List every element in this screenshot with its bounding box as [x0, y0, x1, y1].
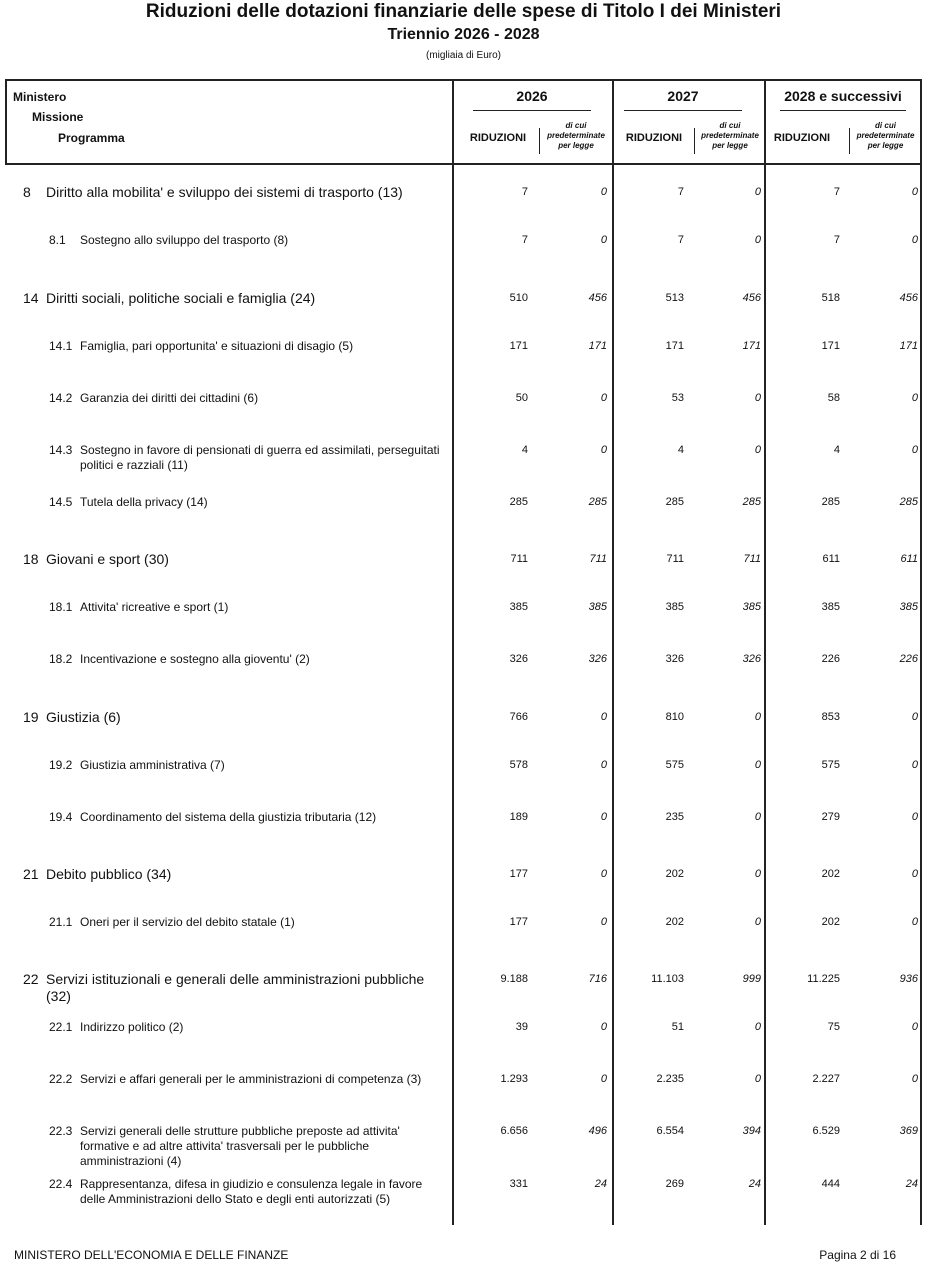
predeterminate-cell: 0 — [911, 234, 918, 246]
riduzioni-cell: 11.103 — [651, 973, 684, 985]
predeterminate-cell: 285 — [588, 496, 607, 508]
row-description: Giustizia (6) — [46, 709, 121, 725]
riduzioni-cell: 51 — [671, 1021, 684, 1033]
predeterminate-line: predeterminate — [701, 131, 759, 140]
predeterminate-cell: 711 — [743, 553, 761, 565]
programma-label — [49, 443, 449, 473]
riduzioni-cell: 575 — [665, 759, 684, 771]
table-row — [0, 1124, 927, 1168]
predeterminate-cell: 369 — [899, 1125, 918, 1137]
predeterminate-cell: 0 — [600, 868, 607, 880]
predeterminate-cell: 456 — [899, 292, 918, 304]
row-number: 21 — [23, 866, 39, 882]
riduzioni-cell: 7 — [833, 234, 840, 246]
row-description: Giustizia amministrativa (7) — [80, 758, 225, 772]
riduzioni-cell: 171 — [821, 340, 840, 352]
riduzioni-header-2026: RIDUZIONI — [469, 132, 527, 144]
predeterminate-cell: 0 — [911, 711, 918, 723]
predeterminate-line: di cui — [719, 121, 741, 130]
row-number: 14.2 — [49, 391, 73, 405]
row-description: Incentivazione e sostegno alla gioventu' (2) — [80, 652, 310, 666]
page-subtitle: Triennio 2026 - 2028 — [387, 26, 540, 43]
row-number: 21.1 — [49, 915, 73, 929]
row-number: 22.3 — [49, 1124, 73, 1138]
predeterminate-cell: 0 — [911, 811, 918, 823]
riduzioni-cell: 853 — [821, 711, 840, 723]
riduzioni-cell: 326 — [509, 653, 528, 665]
predeterminate-cell: 0 — [754, 444, 761, 456]
row-description: Coordinamento del sistema della giustizia tributaria (12) — [80, 810, 377, 824]
riduzioni-cell: 513 — [665, 292, 684, 304]
predeterminate-cell: 171 — [742, 340, 761, 352]
row-description: Servizi e affari generali per le amministrazioni di competenza (3) — [80, 1072, 422, 1086]
riduzioni-cell: 7 — [833, 186, 840, 198]
predeterminate-cell: 0 — [754, 392, 761, 404]
riduzioni-cell: 189 — [509, 811, 528, 823]
riduzioni-cell: 2.227 — [812, 1073, 840, 1085]
riduzioni-cell: 766 — [509, 711, 528, 723]
missione-label — [23, 971, 443, 1005]
subheader-separator-2027 — [694, 128, 695, 154]
riduzioni-cell: 53 — [671, 392, 684, 404]
row-description: Famiglia, pari opportunita' e situazioni di disagio (5) — [80, 339, 354, 353]
predeterminate-cell: 171 — [899, 340, 918, 352]
predeterminate-cell: 285 — [742, 496, 761, 508]
riduzioni-cell: 810 — [665, 711, 684, 723]
missione-label — [23, 709, 443, 726]
predeterminate-cell: 0 — [600, 234, 607, 246]
table-row — [0, 1177, 927, 1206]
row-description: Servizi generali delle strutture pubbliche preposte ad attivita' formative e ad altre attivita' trasversali per le pubbliche amministrazioni (4) — [80, 1124, 400, 1168]
riduzioni-cell: 39 — [515, 1021, 528, 1033]
predeterminate-cell: 24 — [905, 1178, 918, 1190]
table-row — [0, 600, 927, 614]
predeterminate-cell: 0 — [754, 186, 761, 198]
predeterminate-cell: 385 — [899, 601, 918, 613]
programma-label — [49, 1177, 449, 1207]
predeterminate-cell: 711 — [589, 553, 607, 565]
row-description: Sostegno allo sviluppo del trasporto (8) — [80, 233, 289, 247]
row-number: 14.5 — [49, 495, 73, 509]
predeterminate-cell: 0 — [911, 1021, 918, 1033]
riduzioni-cell: 385 — [665, 601, 684, 613]
predeterminate-cell: 0 — [754, 811, 761, 823]
year-2026-underline — [473, 110, 591, 111]
riduzioni-cell: 611 — [822, 553, 840, 565]
predeterminate-cell: 496 — [588, 1125, 607, 1137]
year-2028-header: 2028 e successivi — [784, 88, 902, 104]
predeterminate-cell: 285 — [899, 496, 918, 508]
row-description: Garanzia dei diritti dei cittadini (6) — [80, 391, 259, 405]
predeterminate-cell: 0 — [600, 759, 607, 771]
riduzioni-cell: 4 — [521, 444, 528, 456]
riduzioni-cell: 235 — [665, 811, 684, 823]
col-divider-2 — [612, 79, 614, 1225]
header-ministero: Ministero — [13, 90, 67, 104]
missione-label — [23, 184, 443, 201]
table-row — [0, 915, 927, 929]
riduzioni-cell: 575 — [821, 759, 840, 771]
riduzioni-cell: 202 — [665, 868, 684, 880]
predeterminate-cell: 0 — [911, 186, 918, 198]
table-row — [0, 866, 927, 882]
missione-label — [23, 866, 443, 883]
units-note: (migliaia di Euro) — [425, 50, 502, 61]
row-number: 22.4 — [49, 1177, 73, 1191]
row-description: Rappresentanza, difesa in giudizio e consulenza legale in favore delle Amministrazioni dello Stato e degli enti autorizzati (5) — [80, 1177, 423, 1206]
predeterminate-cell: 0 — [911, 392, 918, 404]
riduzioni-cell: 7 — [677, 186, 684, 198]
predeterminate-cell: 0 — [600, 186, 607, 198]
riduzioni-cell: 177 — [509, 868, 528, 880]
table-header-bottom-border — [5, 163, 922, 165]
riduzioni-cell: 285 — [821, 496, 840, 508]
riduzioni-header-2027: RIDUZIONI — [625, 132, 683, 144]
table-row — [0, 810, 927, 824]
programma-label — [49, 233, 449, 248]
predeterminate-cell: 0 — [600, 711, 607, 723]
predeterminate-cell: 0 — [754, 1021, 761, 1033]
row-description: Diritti sociali, politiche sociali e famiglia (24) — [46, 290, 316, 306]
row-number: 18.1 — [49, 600, 73, 614]
riduzioni-cell: 326 — [665, 653, 684, 665]
riduzioni-cell: 444 — [821, 1178, 840, 1190]
riduzioni-cell: 9.188 — [500, 973, 528, 985]
predeterminate-cell: 0 — [600, 1073, 607, 1085]
riduzioni-cell: 331 — [509, 1178, 528, 1190]
riduzioni-cell: 6.529 — [812, 1125, 840, 1137]
row-number: 18.2 — [49, 652, 73, 666]
predeterminate-cell: 171 — [588, 340, 607, 352]
predeterminate-header-2028 — [851, 121, 920, 151]
programma-label — [49, 391, 449, 406]
riduzioni-cell: 711 — [510, 553, 528, 565]
row-number: 19 — [23, 709, 39, 725]
table-row — [0, 495, 927, 509]
table-row — [0, 290, 927, 306]
predeterminate-line: di cui — [565, 121, 587, 130]
riduzioni-cell: 578 — [509, 759, 528, 771]
predeterminate-cell: 0 — [754, 1073, 761, 1085]
riduzioni-cell: 202 — [821, 868, 840, 880]
riduzioni-cell: 7 — [521, 234, 528, 246]
table-row — [0, 971, 927, 1004]
programma-label — [49, 1124, 449, 1169]
year-2027-underline — [624, 110, 742, 111]
table-row — [0, 1020, 927, 1034]
row-number: 8 — [23, 184, 31, 200]
table-right-border — [920, 79, 922, 1225]
predeterminate-cell: 0 — [600, 444, 607, 456]
header-programma: Programma — [58, 131, 125, 145]
riduzioni-cell: 177 — [509, 916, 528, 928]
missione-label — [23, 551, 443, 568]
programma-label — [49, 339, 449, 354]
year-2026-header: 2026 — [516, 88, 548, 104]
predeterminate-cell: 0 — [754, 868, 761, 880]
predeterminate-cell: 999 — [742, 973, 761, 985]
predeterminate-cell: 0 — [911, 1073, 918, 1085]
row-description: Debito pubblico (34) — [46, 866, 172, 882]
predeterminate-cell: 716 — [588, 973, 607, 985]
row-description: Oneri per il servizio del debito statale (1) — [80, 915, 295, 929]
predeterminate-cell: 0 — [911, 868, 918, 880]
table-row — [0, 709, 927, 725]
row-number: 22.1 — [49, 1020, 73, 1034]
header-missione: Missione — [32, 110, 84, 124]
row-description: Tutela della privacy (14) — [80, 495, 208, 509]
predeterminate-cell: 611 — [900, 553, 918, 565]
row-number: 14 — [23, 290, 39, 306]
row-number: 8.1 — [49, 233, 66, 247]
year-2027-header: 2027 — [667, 88, 699, 104]
programma-label — [49, 758, 449, 773]
row-description: Servizi istituzionali e generali delle amministrazioni pubbliche (32) — [46, 971, 425, 1004]
riduzioni-cell: 269 — [665, 1178, 684, 1190]
riduzioni-cell: 279 — [821, 811, 840, 823]
row-number: 19.2 — [49, 758, 73, 772]
row-description: Indirizzo politico (2) — [80, 1020, 184, 1034]
riduzioni-cell: 285 — [665, 496, 684, 508]
predeterminate-line: predeterminate — [547, 131, 605, 140]
table-top-border — [5, 79, 922, 81]
row-description: Attivita' ricreative e sport (1) — [80, 600, 229, 614]
riduzioni-cell: 171 — [665, 340, 684, 352]
predeterminate-line: per legge — [558, 141, 594, 150]
riduzioni-cell: 510 — [509, 292, 528, 304]
row-description: Giovani e sport (30) — [46, 551, 169, 567]
subheader-separator-2026 — [539, 128, 540, 154]
programma-label — [49, 652, 449, 667]
predeterminate-cell: 0 — [911, 444, 918, 456]
table-row — [0, 652, 927, 666]
predeterminate-cell: 0 — [754, 711, 761, 723]
predeterminate-cell: 394 — [742, 1125, 761, 1137]
missione-label — [23, 290, 443, 307]
riduzioni-cell: 285 — [509, 496, 528, 508]
predeterminate-cell: 326 — [742, 653, 761, 665]
riduzioni-cell: 4 — [677, 444, 684, 456]
table-row — [0, 1072, 927, 1086]
riduzioni-cell: 202 — [821, 916, 840, 928]
predeterminate-line: per legge — [867, 141, 904, 150]
predeterminate-cell: 24 — [748, 1178, 761, 1190]
programma-label — [49, 810, 449, 825]
predeterminate-cell: 0 — [600, 916, 607, 928]
year-2028-underline — [780, 110, 906, 111]
row-description: Diritto alla mobilita' e sviluppo dei sistemi di trasporto (13) — [46, 184, 403, 200]
predeterminate-cell: 326 — [588, 653, 607, 665]
row-number: 22 — [23, 971, 39, 987]
predeterminate-line: predeterminate — [856, 131, 915, 140]
riduzioni-cell: 711 — [666, 553, 684, 565]
riduzioni-cell: 58 — [827, 392, 840, 404]
table-row — [0, 551, 927, 567]
predeterminate-header-2027 — [696, 121, 764, 151]
page-title: Riduzioni delle dotazioni finanziarie delle spese di Titolo I dei Ministeri — [145, 1, 782, 22]
predeterminate-cell: 0 — [600, 392, 607, 404]
riduzioni-cell: 202 — [665, 916, 684, 928]
row-number: 19.4 — [49, 810, 73, 824]
riduzioni-cell: 2.235 — [656, 1073, 684, 1085]
predeterminate-cell: 0 — [600, 1021, 607, 1033]
row-number: 18 — [23, 551, 39, 567]
riduzioni-cell: 518 — [821, 292, 840, 304]
table-row — [0, 758, 927, 772]
programma-label — [49, 1020, 449, 1035]
table-row — [0, 184, 927, 200]
footer-page-number: Pagina 2 di 16 — [819, 1248, 896, 1262]
subheader-separator-2028 — [849, 128, 850, 154]
row-number: 22.2 — [49, 1072, 73, 1086]
predeterminate-cell: 0 — [754, 916, 761, 928]
predeterminate-cell: 456 — [588, 292, 607, 304]
predeterminate-line: per legge — [712, 141, 748, 150]
table-row — [0, 443, 927, 472]
table-left-border — [5, 79, 7, 165]
row-description: Sostegno in favore di pensionati di guerra ed assimilati, perseguitati politici e razziali (11) — [80, 443, 440, 472]
predeterminate-cell: 0 — [911, 759, 918, 771]
col-divider-3 — [764, 79, 766, 1225]
predeterminate-cell: 226 — [899, 653, 918, 665]
riduzioni-cell: 75 — [827, 1021, 840, 1033]
riduzioni-cell: 7 — [677, 234, 684, 246]
riduzioni-cell: 226 — [821, 653, 840, 665]
programma-label — [49, 495, 449, 510]
table-row — [0, 233, 927, 247]
riduzioni-cell: 1.293 — [500, 1073, 528, 1085]
predeterminate-cell: 0 — [754, 234, 761, 246]
predeterminate-cell: 0 — [600, 811, 607, 823]
riduzioni-cell: 6.554 — [656, 1125, 684, 1137]
predeterminate-cell: 936 — [899, 973, 918, 985]
riduzioni-cell: 4 — [833, 444, 840, 456]
footer-ministry: MINISTERO DELL'ECONOMIA E DELLE FINANZE — [14, 1248, 289, 1262]
riduzioni-header-2028: RIDUZIONI — [773, 132, 831, 144]
predeterminate-cell: 24 — [594, 1178, 607, 1190]
programma-label — [49, 1072, 449, 1087]
predeterminate-cell: 385 — [588, 601, 607, 613]
predeterminate-cell: 456 — [742, 292, 761, 304]
predeterminate-cell: 0 — [754, 759, 761, 771]
predeterminate-cell: 0 — [911, 916, 918, 928]
riduzioni-cell: 385 — [821, 601, 840, 613]
riduzioni-cell: 11.225 — [807, 973, 840, 985]
table-row — [0, 339, 927, 353]
riduzioni-cell: 50 — [515, 392, 528, 404]
table-row — [0, 391, 927, 405]
programma-label — [49, 600, 449, 615]
riduzioni-cell: 7 — [521, 186, 528, 198]
programma-label — [49, 915, 449, 930]
predeterminate-header-2026 — [541, 121, 611, 151]
predeterminate-line: di cui — [875, 121, 896, 130]
row-number: 14.3 — [49, 443, 73, 457]
row-number: 14.1 — [49, 339, 73, 353]
col-divider-1 — [452, 79, 454, 1225]
riduzioni-cell: 385 — [509, 601, 528, 613]
riduzioni-cell: 171 — [509, 340, 528, 352]
predeterminate-cell: 385 — [742, 601, 761, 613]
riduzioni-cell: 6.656 — [500, 1125, 528, 1137]
